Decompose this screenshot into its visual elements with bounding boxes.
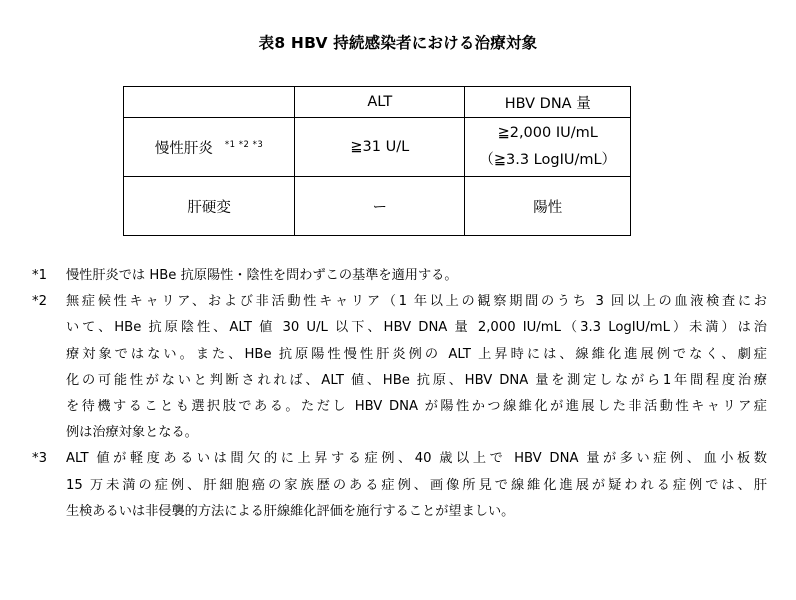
table-row-chronic-hepatitis [124,118,631,177]
footnote-text [66,446,767,525]
header-empty-cell [124,87,295,118]
footnote-line: を待機することも選択肢である。ただし HBV DNA が陽性かつ線維化が進展した非活動性キャリア症 [66,399,767,415]
footnote-mark: *1 [32,268,47,283]
table-title: 表8 HBV 持続感染者における治療対象 [258,34,538,52]
footnote-line: 生検あるいは非侵襲的方法による肝線維化評価を施行することが望ましい。 [66,503,515,519]
footnote-line: 療対象ではない。また、HBe 抗原陽性慢性肝炎例の ALT 上昇時には、線維化進展例でなく、劇症 [66,346,767,362]
footnote-line: ALT 値が軽度あるいは間欠的に上昇する症例、40 歳以上で HBV DNA 量が多い症例、血小板数 [66,451,767,467]
footnote-text [66,263,767,289]
footnote-line: 15 万未満の症例、肝細胞癌の家族歴のある症例、画像所見で線維化進展が疑われる症例では、肝 [66,477,767,493]
row-label-chronic-hepatitis [124,118,295,177]
footnote-line: いて、HBe 抗原陰性、ALT 値 30 U/L 以下、HBV DNA 量 2,000 IU/mL（3.3 LogIU/mL）未満）は治 [66,320,767,336]
chronic-hepatitis-alt: ≧31 U/L [295,118,465,177]
chronic-hepatitis-hbv-dna [465,118,631,177]
table-row-cirrhosis [124,177,631,236]
cirrhosis-hbv-dna: 陽性 [465,177,631,236]
footnote-line: 慢性肝炎では HBe 抗原陽性・陰性を問わずこの基準を適用する。 [66,268,458,283]
footnote-2 [32,289,767,446]
footnote-3 [32,446,767,525]
footnote-mark: *2 [32,294,47,310]
footnote-line: 化の可能性がないと判断されれば、ALT 値、HBe 抗原、HBV DNA 量を測定しながら1年間程度治療 [66,372,767,388]
footnote-mark: *3 [32,451,47,467]
footnote-text [66,289,767,446]
footnote-1 [32,263,767,289]
row-label-cirrhosis: 肝硬変 [124,177,295,236]
cirrhosis-alt: ー [295,177,465,236]
footnotes [32,263,767,525]
footnote-refs: *1 *2 *3 [224,139,264,150]
table-header-row [124,87,631,118]
hbv-dna-threshold: ≧2,000 IU/mL [497,125,598,141]
header-alt: ALT [295,87,465,118]
treatment-criteria-table [123,86,631,236]
footnote-line: 無症候性キャリア、および非活動性キャリア（1 年以上の観察期間のうち 3 回以上の血液検査にお [66,294,767,310]
hbv-dna-threshold-log: （≧3.3 LogIU/mL） [479,152,617,168]
footnote-line: 例は治療対象となる。 [66,425,198,441]
chronic-hepatitis-label: 慢性肝炎 [154,140,213,157]
header-hbv-dna: HBV DNA 量 [465,87,631,118]
